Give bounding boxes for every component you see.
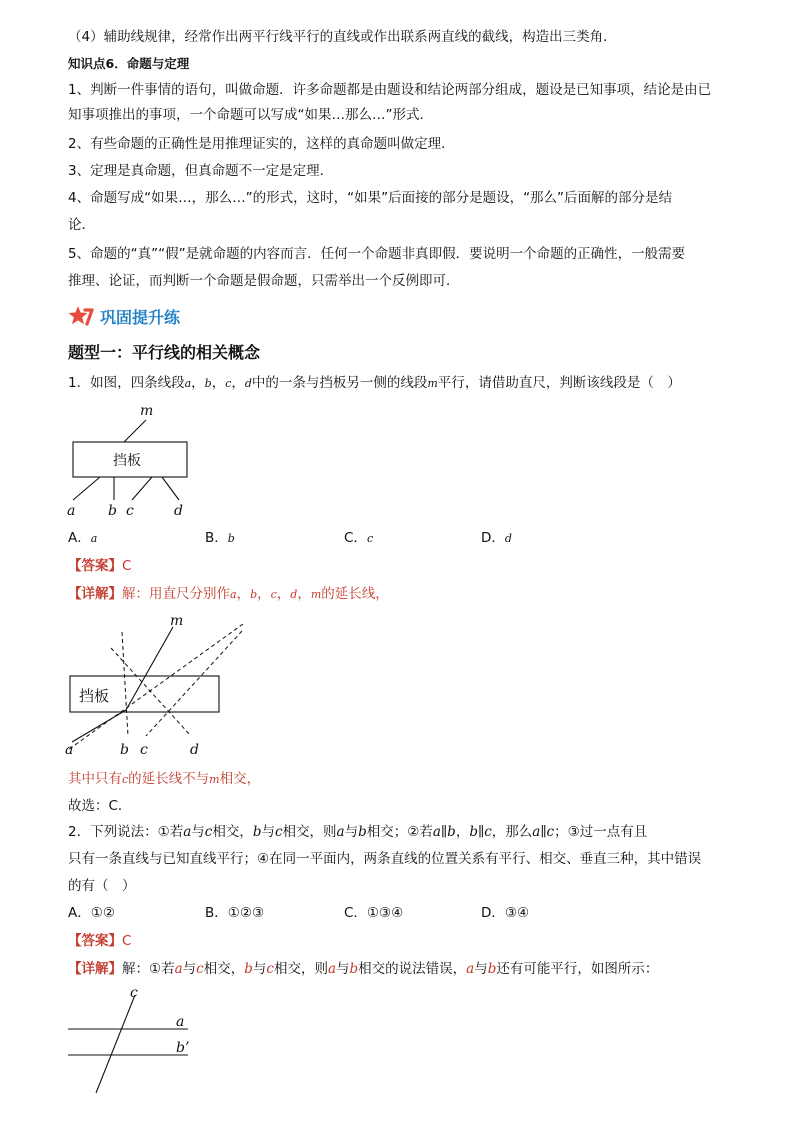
q2-detail-text: 与	[336, 961, 350, 977]
q2-var: c	[274, 824, 283, 840]
q1-detail-var-m: m	[310, 588, 322, 601]
q1-sep: ，	[191, 375, 205, 391]
q2-parallel-expr: a∥c	[532, 824, 555, 840]
q1-sep: ，	[211, 375, 226, 391]
q2-var: a	[183, 824, 192, 840]
q1-stem	[68, 374, 681, 393]
q1-option-d-value: d	[504, 532, 512, 545]
q2-text: 相交，则	[282, 824, 337, 840]
q1-conclusion-c: 相交，	[219, 771, 261, 787]
q1-detail-var-d: d	[290, 588, 298, 601]
kp6-p2: 2、有些命题的正确性是用推理证实的，这样的真命题叫做定理．	[68, 136, 455, 152]
q2-option-b: B．①②③	[205, 905, 265, 921]
q2-detail-text: 相交，	[203, 961, 245, 977]
q1-option-a-label: A．	[68, 530, 91, 546]
q1-label-board: 挡板	[113, 453, 141, 469]
q1-var-d: d	[244, 377, 252, 390]
q1-label-d: d	[174, 503, 183, 519]
q2-var: b	[358, 824, 367, 840]
q1-line-d	[162, 477, 179, 500]
q1-option-a-value: a	[90, 532, 98, 545]
kp6-p4a: 4、命题写成“如果…，那么…”的形式，这时，“如果”后面接的部分是题设，“那么”后面解的部分是结	[68, 190, 673, 206]
q2-figure	[60, 985, 210, 1100]
kp6-p3: 3、定理是真命题，但真命题不一定是定理．	[68, 163, 334, 179]
q1-ext-label-b: b	[120, 742, 129, 758]
q1-label-c: c	[126, 503, 134, 519]
q1-detail-sep: ，	[236, 586, 251, 602]
q1-detail-var-c: c	[270, 588, 277, 601]
kp6-p4b: 论．	[68, 217, 95, 233]
q2-answer-label: 【答案】	[68, 933, 122, 949]
q2-detail-text: 解：①若	[122, 961, 175, 977]
q2-detail	[68, 960, 658, 978]
q1-line-c	[132, 477, 152, 500]
q2-detail-text: 相交，则	[273, 961, 328, 977]
q2-answer-value: C	[122, 933, 132, 949]
q2-detail-label: 【详解】	[68, 961, 122, 977]
q1-text-c: 平行，请借助直尺，判断该线段是（ ）	[437, 375, 681, 391]
q2-detail-var: a	[327, 961, 337, 977]
q1-var-c: c	[225, 377, 232, 390]
section-star-icon	[68, 305, 94, 327]
q1-line-a	[73, 477, 100, 500]
q1-choose: 故选：C．	[68, 798, 132, 814]
q1-ext-label-a: a	[65, 742, 74, 758]
q1-detail-b: 的延长线，	[321, 586, 389, 602]
q1-sep: ，	[231, 375, 245, 391]
q1-detail-label: 【详解】	[68, 586, 122, 602]
q1-var-a: a	[184, 377, 192, 390]
q1-option-c	[344, 529, 373, 548]
kp6-p5a: 5、命题的“真”“假”是就命题的内容而言．任何一个命题非真即假．要说明一个命题的正确性，一般需要	[68, 246, 686, 262]
q2-detail-var: b	[349, 961, 359, 977]
q1-answer-value: C	[122, 558, 132, 574]
q2-var: a	[336, 824, 345, 840]
q2-line-3: 的有（ ）	[68, 878, 136, 894]
q2-label-b: b’	[176, 1040, 190, 1056]
q1-figure	[60, 400, 210, 525]
q2-text: 与	[191, 824, 205, 840]
q1-line-m	[124, 420, 146, 442]
q1-answer	[68, 557, 131, 575]
q2-label-a: a	[176, 1014, 185, 1030]
q2-text: ；③过一点有且	[554, 824, 648, 840]
q2-text: ，	[455, 824, 470, 840]
q1-ext-label-board: 挡板	[79, 687, 110, 705]
q2-text: 相交，	[212, 824, 253, 840]
q2-line-c	[96, 995, 135, 1093]
q1-var-b: b	[204, 377, 212, 390]
intro-line-4: （4）辅助线规律，经常作出两平行线平行的直线或作出联系两直线的截线，构造出三类角．	[68, 29, 617, 45]
q1-option-c-label: C．	[344, 530, 367, 546]
q1-conclusion-var-m: m	[209, 773, 220, 786]
q1-option-c-value: c	[366, 532, 374, 545]
q2-label-c: c	[130, 985, 138, 1001]
q1-conclusion	[68, 770, 260, 789]
q2-detail-var: c	[266, 961, 274, 977]
q1-extension-figure	[60, 610, 260, 765]
q2-var: c	[204, 824, 213, 840]
q1-option-a	[68, 529, 97, 548]
q1-detail	[68, 585, 389, 604]
q1-detail-var-a: a	[230, 588, 237, 601]
q2-text: 相交；②若	[366, 824, 433, 840]
q1-ext-label-m: m	[170, 613, 184, 629]
q2-option-d: D．③④	[481, 905, 530, 921]
q2-detail-text: 与	[182, 961, 197, 977]
q1-ext-label-c: c	[140, 742, 148, 758]
q1-var-m: m	[427, 377, 438, 390]
q1-option-b-label: B．	[205, 530, 228, 546]
q1-ext-label-d: d	[190, 742, 199, 758]
q2-detail-var: c	[196, 961, 204, 977]
section-header	[68, 303, 180, 329]
q2-option-a: A．①②	[68, 905, 115, 921]
q1-conclusion-var-c: c	[122, 773, 129, 786]
q2-detail-var: a	[174, 961, 183, 977]
q2-detail-var: b	[487, 961, 497, 977]
q2-var: b	[252, 824, 262, 840]
q1-detail-sep: ，	[297, 586, 311, 602]
q2-answer	[68, 932, 131, 950]
q1-answer-label: 【答案】	[68, 558, 122, 574]
q1-ext-line-m-lower	[72, 710, 126, 742]
q1-conclusion-b: 的延长线不与	[128, 771, 210, 787]
q2-option-c: C．①③④	[344, 905, 404, 921]
q1-option-d	[481, 529, 512, 548]
q1-detail-sep: ，	[276, 586, 291, 602]
q1-detail-sep: ，	[257, 586, 271, 602]
q2-detail-text: 相交的说法错误，	[358, 961, 467, 977]
type1-title: 题型一：平行线的相关概念	[68, 343, 261, 362]
q1-conclusion-a: 其中只有	[68, 771, 122, 787]
q1-detail-var-b: b	[250, 588, 258, 601]
q1-label-b: b	[108, 503, 117, 519]
kp6-p5b: 推理、论证，而判断一个命题是假命题，只需举出一个反例即可．	[68, 273, 460, 289]
q2-detail-text: 与	[252, 961, 267, 977]
q2-line1-text: 2．下列说法：①若	[68, 824, 184, 840]
kp6-p1a: 1、判断一件事情的语句，叫做命题．许多命题都是由题设和结论两部分组成，题设是已知事项，结论是由已	[68, 82, 712, 98]
q2-line-1	[68, 823, 647, 841]
q2-parallel-expr: b∥c	[469, 824, 492, 840]
q2-line-2: 只有一条直线与已知直线平行；④在同一平面内，两条直线的位置关系有平行、相交、垂直三种，其中错误	[68, 851, 702, 867]
q2-text: 与	[344, 824, 359, 840]
q1-text-b: 中的一条与挡板另一侧的线段	[251, 375, 428, 391]
q1-option-b	[205, 529, 235, 548]
q1-detail-a: 解：用直尺分别作	[122, 586, 230, 602]
q2-text: ，那么	[491, 824, 533, 840]
q2-detail-text: 与	[474, 961, 488, 977]
q1-label-m: m	[140, 403, 154, 419]
q1-option-b-value: b	[227, 532, 235, 545]
q2-text: 与	[261, 824, 275, 840]
q2-parallel-expr: a∥b	[432, 824, 456, 840]
kp6-title: 知识点6．命题与定理	[68, 56, 190, 71]
q1-text-a: 1．如图，四条线段	[68, 375, 185, 391]
section-title: 巩固提升练	[100, 307, 181, 327]
q2-detail-var: a	[466, 961, 475, 977]
q1-label-a: a	[67, 503, 76, 519]
q2-detail-text: 还有可能平行，如图所示：	[496, 961, 659, 977]
q2-detail-var: b	[244, 961, 253, 977]
q1-option-d-label: D．	[481, 530, 505, 546]
kp6-p1b: 知事项推出的事项，一个命题可以写成“如果…那么…”形式．	[68, 107, 433, 123]
